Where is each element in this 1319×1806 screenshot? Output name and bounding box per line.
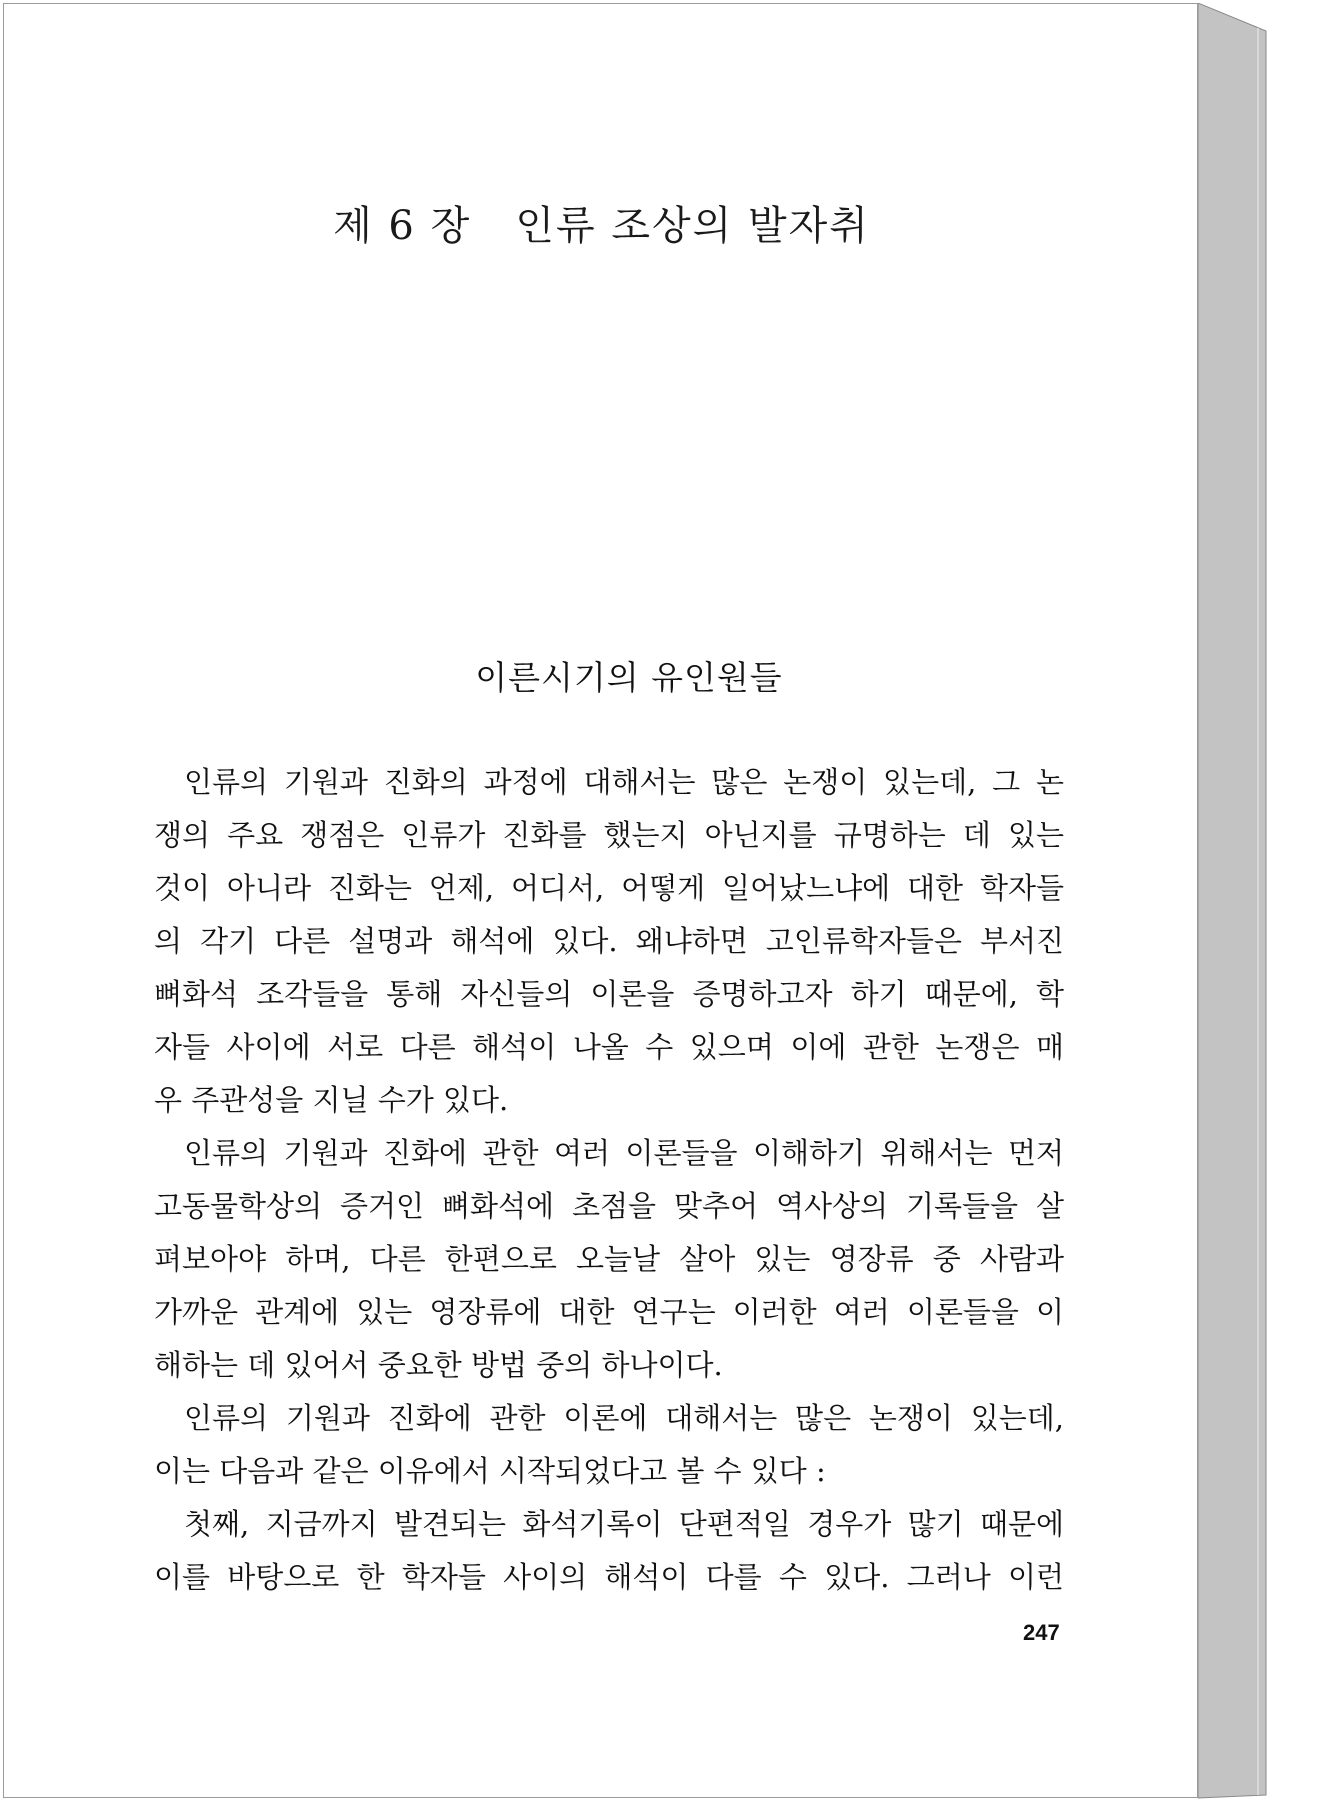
text-line: 우 주관성을 지닐 수가 있다. bbox=[154, 1083, 509, 1117]
book-edge-face bbox=[1198, 3, 1266, 1798]
text-line: 고동물학상의 증거인 뼈화석에 초점을 맞추어 역사상의 기록들을 살 bbox=[154, 1189, 1064, 1223]
text-line: 뼈화석 조각들을 통해 자신들의 이론을 증명하고자 하기 때문에, 학 bbox=[154, 977, 1064, 1011]
body-text bbox=[154, 756, 1064, 1604]
section-title: 이른시기의 유인원들 bbox=[475, 658, 783, 697]
text-line: 것이 아니라 진화는 언제, 어디서, 어떻게 일어났느냐에 대한 학자들 bbox=[154, 871, 1064, 905]
text-line: 의 각기 다른 설명과 해석에 있다. 왜냐하면 고인류학자들은 부서진 bbox=[154, 924, 1064, 958]
text-line: 가까운 관계에 있는 영장류에 대한 연구는 이러한 여러 이론들을 이 bbox=[154, 1295, 1064, 1329]
text-line: 인류의 기원과 진화의 과정에 대해서는 많은 논쟁이 있는데, 그 논 bbox=[184, 765, 1064, 799]
book-edge bbox=[1198, 3, 1319, 1806]
text-line: 이는 다음과 같은 이유에서 시작되었다고 볼 수 있다 : bbox=[154, 1454, 826, 1488]
page-number: 247 bbox=[1023, 1620, 1060, 1645]
text-line: 해하는 데 있어서 중요한 방법 중의 하나이다. bbox=[154, 1348, 723, 1382]
text-line: 쟁의 주요 쟁점은 인류가 진화를 했는지 아닌지를 규명하는 데 있는 bbox=[154, 818, 1064, 852]
text-line: 이를 바탕으로 한 학자들 사이의 해석이 다를 수 있다. 그러나 이런 bbox=[154, 1560, 1064, 1594]
text-line: 첫째, 지금까지 발견되는 화석기록이 단편적일 경우가 많기 때문에 bbox=[184, 1507, 1064, 1541]
text-line: 인류의 기원과 진화에 관한 이론에 대해서는 많은 논쟁이 있는데, bbox=[184, 1401, 1064, 1435]
chapter-title: 제 6 장 인류 조상의 발자취 bbox=[333, 203, 870, 249]
book-page bbox=[3, 3, 1198, 1798]
text-line: 자들 사이에 서로 다른 해석이 나올 수 있으며 이에 관한 논쟁은 매 bbox=[154, 1030, 1064, 1064]
text-line: 인류의 기원과 진화에 관한 여러 이론들을 이해하기 위해서는 먼저 bbox=[184, 1136, 1064, 1170]
text-line: 펴보아야 하며, 다른 한편으로 오늘날 살아 있는 영장류 중 사람과 bbox=[154, 1242, 1064, 1276]
